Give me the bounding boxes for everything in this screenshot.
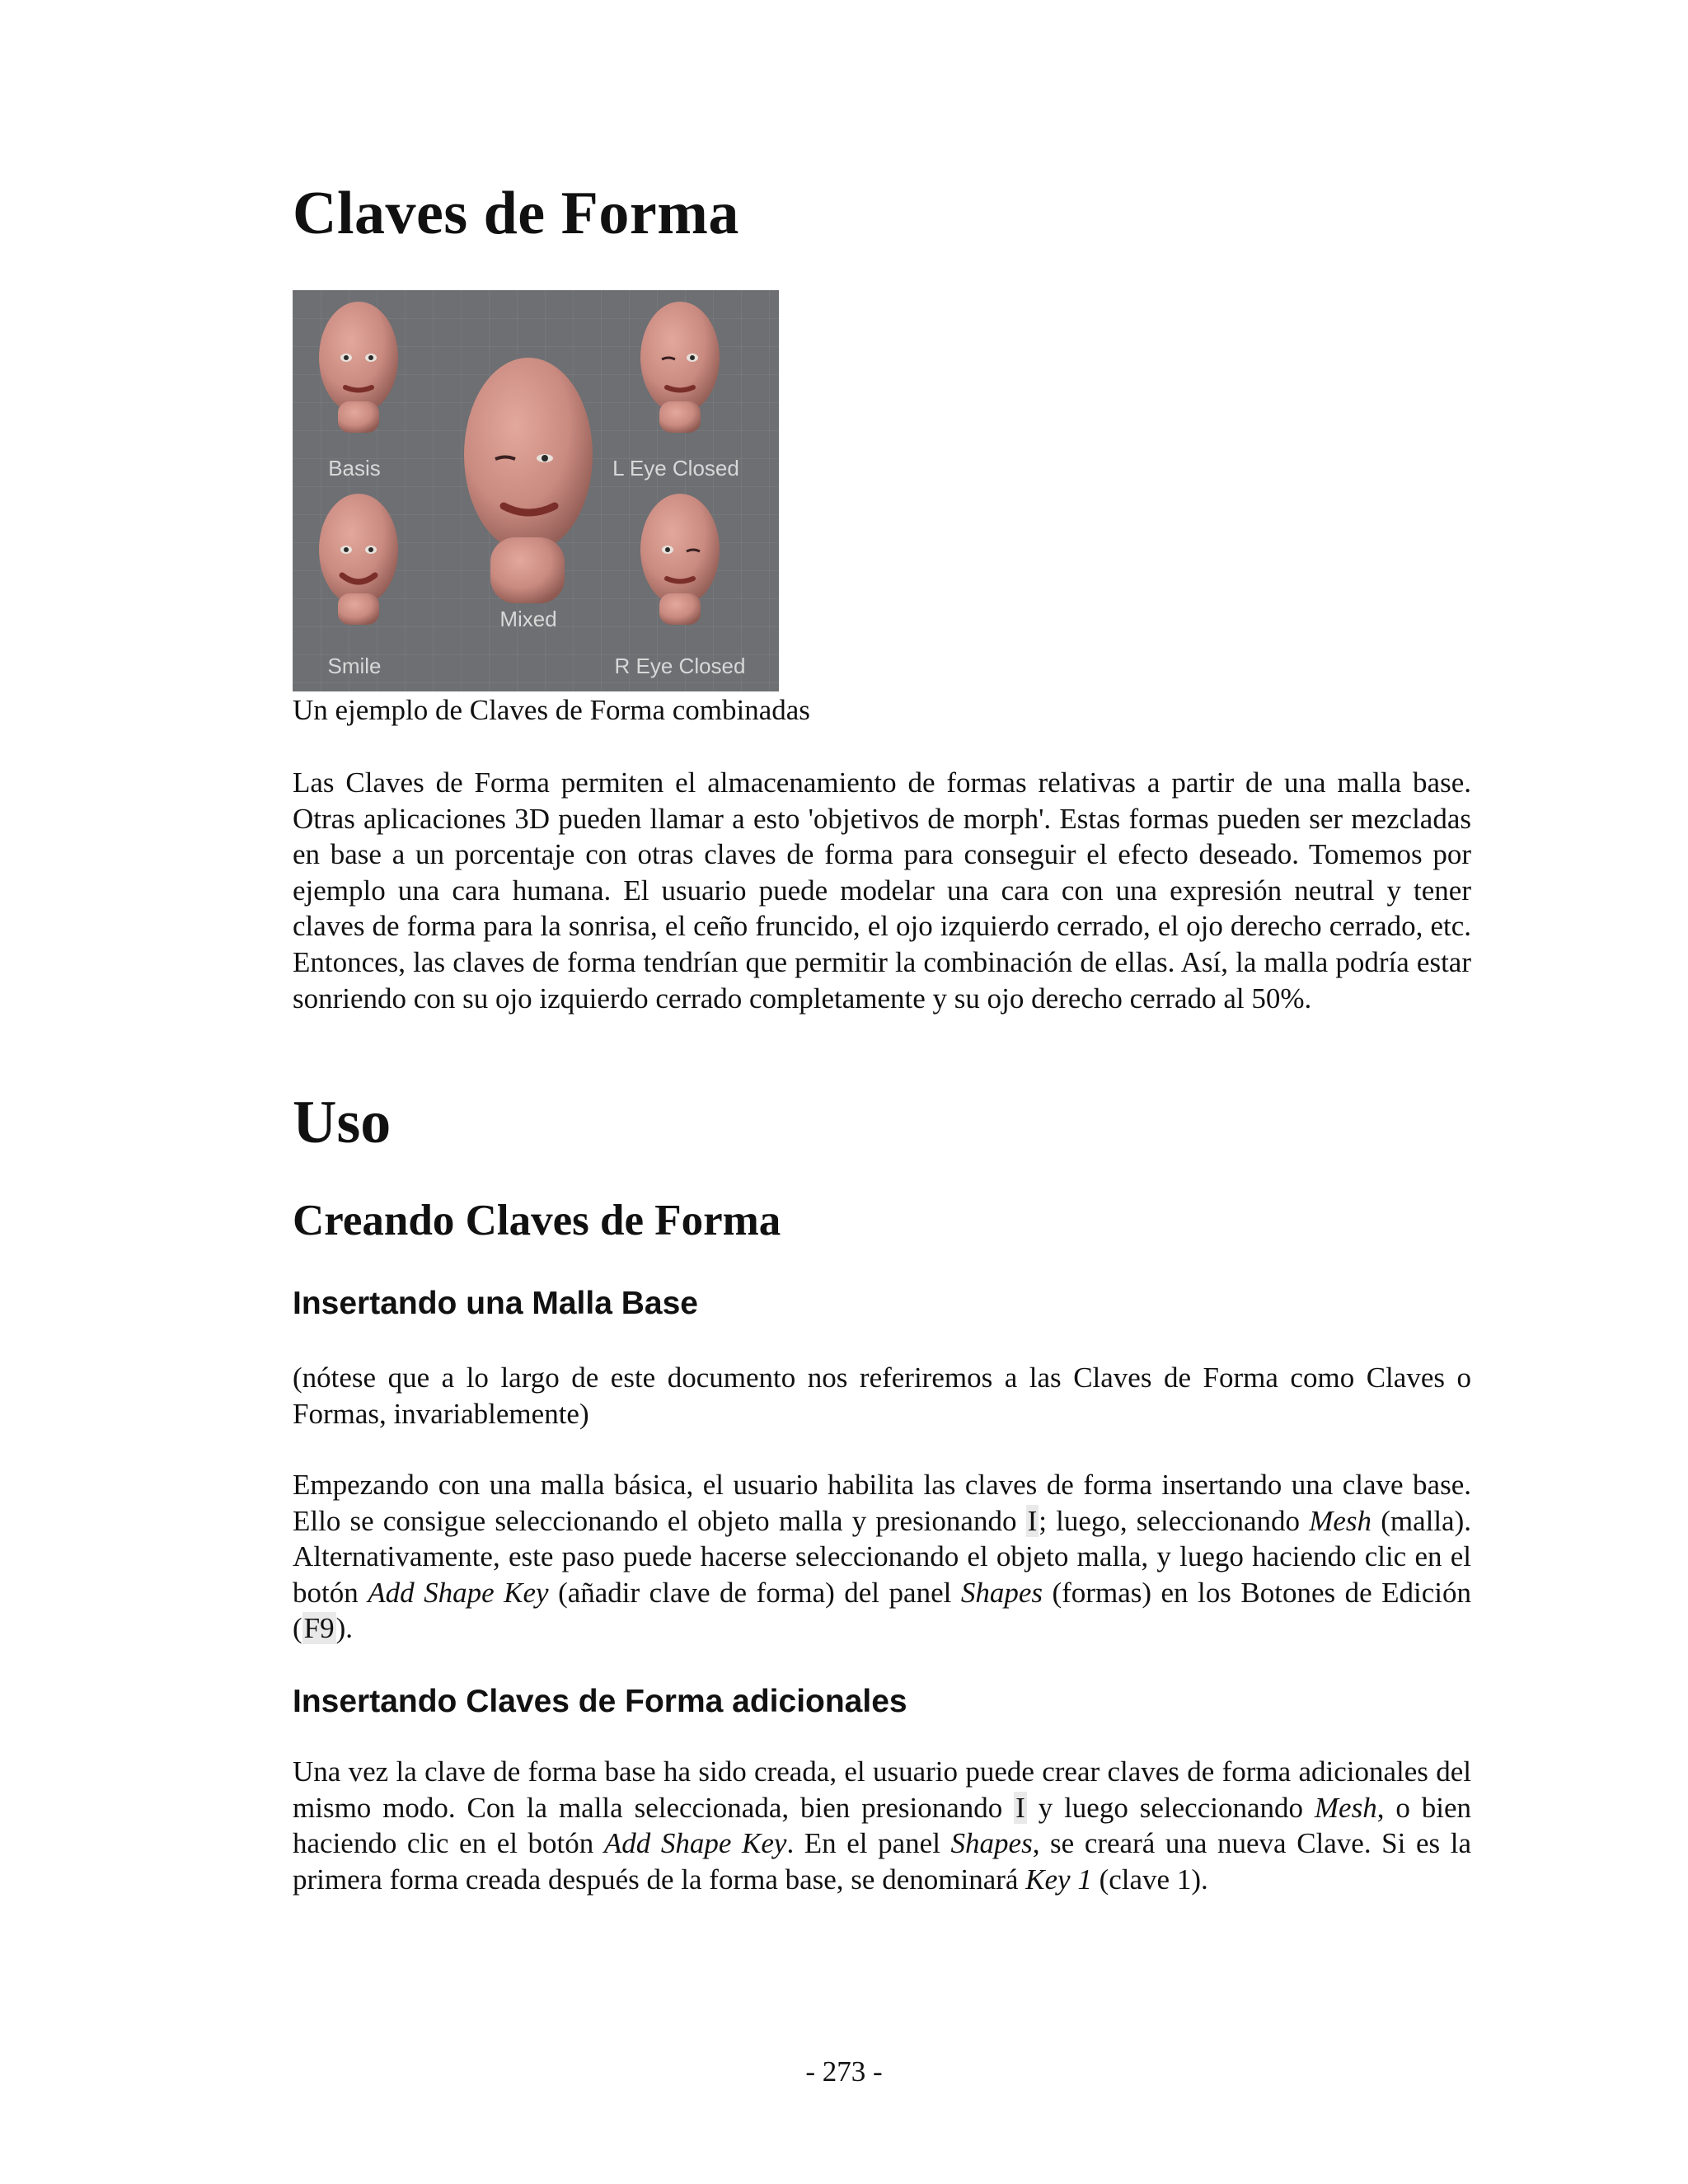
label-r-eye-closed: R Eye Closed — [614, 654, 746, 678]
heading-insertando-claves-adicionales: Insertando Claves de Forma adicionales — [293, 1684, 907, 1719]
label-mixed: Mixed — [499, 607, 557, 631]
base-key-paragraph: Empezando con una malla básica, el usuario habilita las claves de forma insertando una clave base. Ello se consigue seleccionando el objeto malla y presionando I; luego, seleccionando Mesh (malla). Alternativamente, este paso puede hacerse seleccionando el objeto malla, y luego haciendo clic en el botón Add Shape Key (añadir clave de forma) del panel Shapes (formas) en los Botones de Edición (F9). — [293, 1469, 1472, 1645]
l-eye-closed-head — [640, 302, 720, 433]
heading-insertando-malla-base: Insertando una Malla Base — [293, 1286, 698, 1321]
label-basis: Basis — [328, 456, 381, 480]
label-smile: Smile — [327, 654, 382, 678]
figure-caption: Un ejemplo de Claves de Forma combinadas — [293, 694, 810, 726]
shape-keys-figure — [293, 290, 779, 691]
smile-head — [319, 494, 398, 625]
additional-keys-paragraph: Una vez la clave de forma base ha sido creada, el usuario puede crear claves de forma adicionales del mismo modo. Con la malla seleccionada, bien presionando I y luego seleccionando Mesh, o bien haciendo clic en el botón Add Shape Key. En el panel Shapes, se creará una nueva Clave. Si es la primera forma creada después de la forma base, se denominará Key 1 (clave 1). — [293, 1755, 1472, 1896]
page-title: Claves de Forma — [293, 180, 739, 247]
basis-head — [319, 302, 398, 433]
r-eye-closed-head — [640, 494, 720, 625]
mixed-head — [464, 358, 593, 603]
page-number: - 273 - — [805, 2055, 883, 2088]
label-l-eye-closed: L Eye Closed — [612, 456, 739, 480]
key-i: I — [1015, 1791, 1025, 1824]
heading-uso: Uso — [293, 1089, 392, 1156]
note-paragraph: (nótese que a lo largo de este documento nos referiremos a las Claves de Forma como Claves o Formas, invariablemente) — [293, 1361, 1471, 1430]
shape-keys-illustration — [293, 290, 779, 691]
intro-paragraph: Las Claves de Forma permiten el almacenamiento de formas relativas a partir de una malla base. Otras aplicaciones 3D pueden llamar a esto 'objetivos de morph'. Estas formas pueden ser mezcladas en base a un porcentaje con otras claves de forma para conseguir el efecto deseado. Tomemos por ejemplo una cara humana. El usuario puede modelar una cara con una expresión neutral y tener claves de forma para la sonrisa, el ceño fruncido, el ojo izquierdo cerrado, el ojo derecho cerrado, etc. Entonces, las claves de forma tendrían que permitir la combinación de ellas. Así, la malla podría estar sonriendo con su ojo izquierdo cerrado completamente y su ojo derecho cerrado al 50%. — [293, 766, 1471, 1015]
key-i: I — [1027, 1504, 1038, 1537]
key-f9: F9 — [303, 1612, 335, 1645]
heading-creando-claves: Creando Claves de Forma — [293, 1197, 781, 1244]
